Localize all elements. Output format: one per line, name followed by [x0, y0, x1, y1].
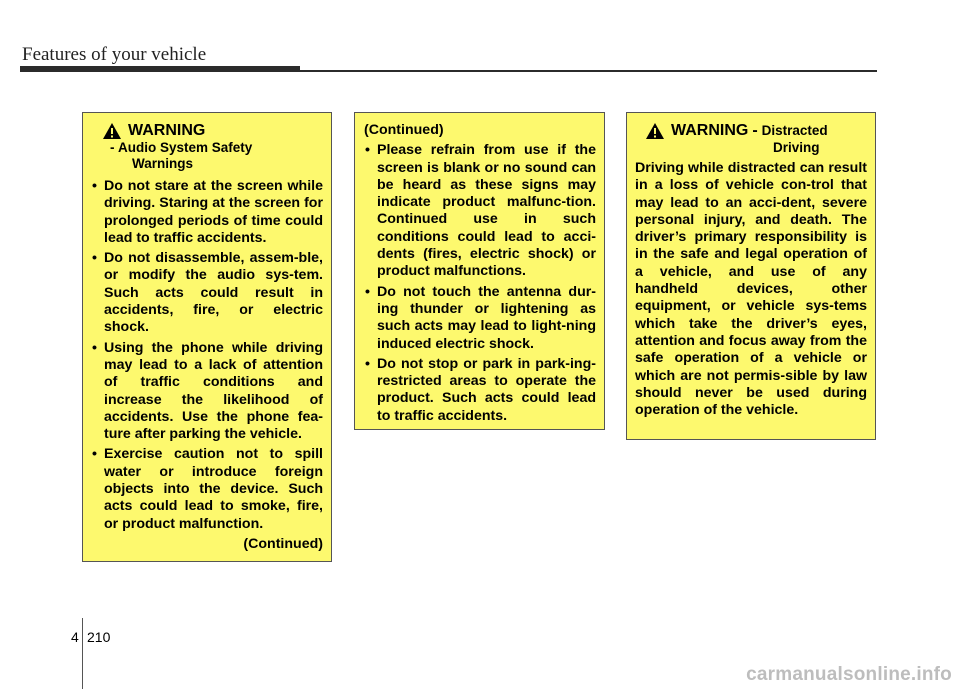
subtitle-line2: Warnings [132, 156, 194, 171]
subtitle-line2: Driving [773, 140, 820, 155]
page-header-title: Features of your vehicle [22, 44, 207, 65]
list-item: • Do not touch the antenna dur-ing thunder or lightening as such acts may lead to light-ning induced electric shock. [364, 284, 596, 353]
warning-triangle-icon [645, 122, 665, 140]
subtitle-line1: Distracted [761, 123, 828, 138]
warning-box-audio-safety [82, 112, 332, 562]
warning-box-continued [354, 112, 605, 430]
warning-body: Driving while distracted can result in a loss of vehicle con-trol that may lead to an acci-dent, severe personal injury, and death. The driver’s primary responsibility is in the safe and legal operation of a vehicle, and use of any handheld devices, other equipment, or vehicle sys-tems which take the driver’s eyes, attention and focus away from the safe operation of a vehicle or which are not permis-sible by law should never be used during operation of the vehicle. [635, 160, 867, 419]
warning-dash: - [752, 122, 758, 140]
page-number-divider [82, 618, 83, 689]
subtitle-dash: - [110, 140, 115, 155]
header-bar [20, 66, 300, 72]
list-item: • Do not stop or park in park-ing-restricted areas to operate the product. Such acts could lead to traffic accidents. [364, 356, 596, 425]
warning-heading [102, 122, 323, 140]
continued-label: (Continued) [243, 535, 323, 552]
list-item: • Do not disassemble, assem-ble, or modify the audio sys-tem. Such acts could result in accidents, fire, or electric shock. [91, 250, 323, 336]
warning-subtitle [110, 140, 323, 156]
warning-list [364, 142, 596, 425]
page-number-value: 210 [87, 629, 111, 645]
subtitle-line1: Audio System Safety [118, 140, 253, 155]
warning-triangle-icon [102, 122, 122, 140]
list-item: • Do not stare at the screen while driving. Staring at the screen for prolonged periods of time could lead to traffic accidents. [91, 178, 323, 247]
header-rule [300, 70, 877, 72]
chapter-number: 4 [71, 629, 79, 645]
warning-heading [635, 122, 867, 140]
warning-box-distracted-driving [626, 112, 876, 440]
watermark: carmanualsonline.info [746, 664, 952, 685]
continued-label: (Continued) [364, 122, 444, 138]
warning-label: WARNING [128, 122, 206, 140]
list-item: • Exercise caution not to spill water or introduce foreign objects into the device. Such acts could lead to smoke, fire, or product malfunction. [91, 446, 323, 532]
warning-list [91, 178, 323, 533]
list-item: • Using the phone while driving may lead to a lack of attention of traffic conditions and increase the likelihood of accidents. Use the phone fea-ture after parking the vehicle. [91, 340, 323, 444]
warning-label: WARNING [671, 122, 749, 140]
list-item: • Please refrain from use if the screen is blank or no sound can be heard as these signs may indicate product malfunc-tion. Continued use in such conditions could lead to acci-dents (fires, electric shock) or product malfunctions. [364, 142, 596, 280]
